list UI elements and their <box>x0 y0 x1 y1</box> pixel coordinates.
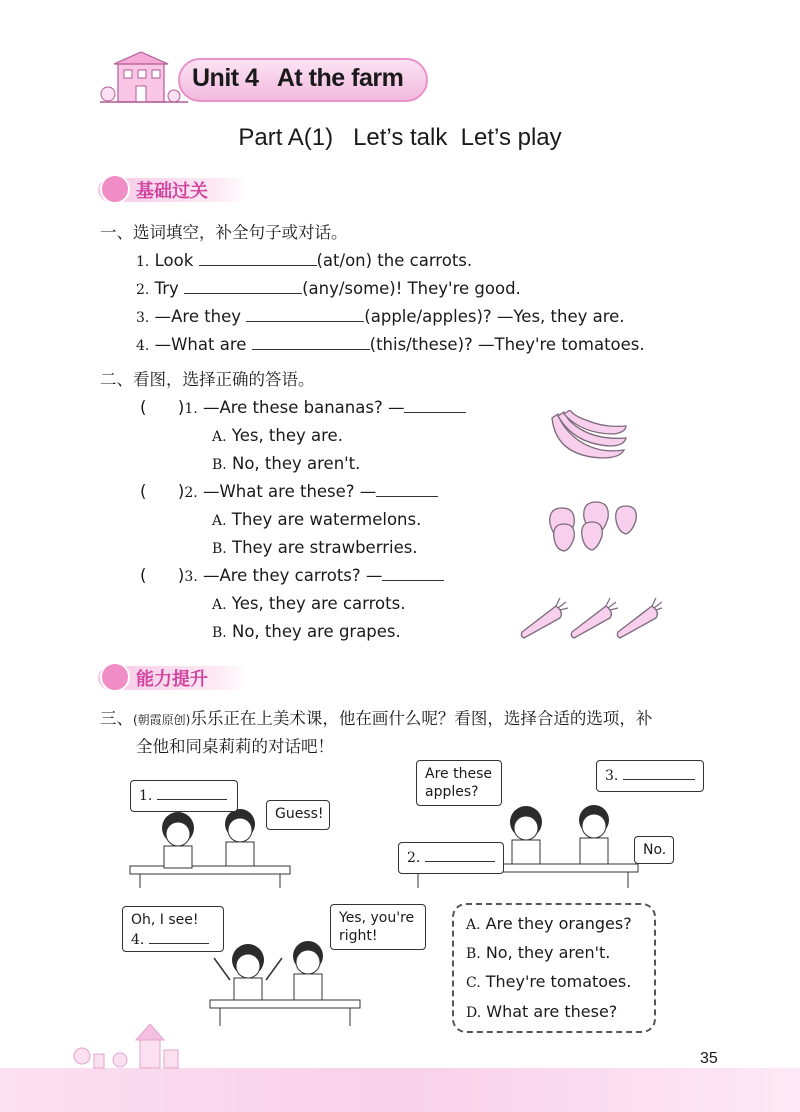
section-basic-label: 基础过关 <box>136 181 208 202</box>
option-b: B. No, they aren't. <box>466 943 611 962</box>
option-d: D. What are these? <box>466 1002 618 1021</box>
school-building-icon <box>100 50 190 108</box>
q1-item-3: 3. —Are they (apple/apples)? —Yes, they are. <box>136 307 625 326</box>
section-ability-label: 能力提升 <box>136 669 208 690</box>
q2-item-1-option-b: B. No, they aren't. <box>212 454 361 473</box>
carrots-icon <box>518 596 662 642</box>
bubble-yes-right: Yes, you're right! <box>330 904 426 950</box>
answer-blank[interactable] <box>199 249 317 266</box>
q2-item-1-question: ( )1. —Are these bananas? — <box>140 397 466 420</box>
q1-heading: 一、选词填空，补全句子或对话。 <box>100 223 348 242</box>
answer-blank[interactable] <box>425 847 495 862</box>
kid-face-icon <box>100 662 130 692</box>
answer-paren[interactable]: ( ) <box>140 398 185 417</box>
answer-blank[interactable] <box>623 765 695 780</box>
strawberries-icon <box>540 496 640 552</box>
bubble-1: 1. <box>130 780 238 812</box>
q3-line1: 三、(朝霞原创)乐乐正在上美术课，他在画什么呢？看图，选择合适的选项，补 <box>100 709 653 728</box>
section-basic-header <box>98 174 258 204</box>
q2-item-2-option-b: B. They are strawberries. <box>212 538 418 557</box>
q2-item-3-question: ( )3. —Are they carrots? — <box>140 565 444 588</box>
q2-item-2-question: ( )2. —What are these? — <box>140 481 438 504</box>
answer-blank <box>382 566 444 581</box>
q2-item-2-option-a: A. They are watermelons. <box>212 510 422 529</box>
bananas-icon <box>548 410 628 466</box>
bubble-2: 2. <box>398 842 504 874</box>
bubble-oh-i-see: Oh, I see! 4. <box>122 906 224 952</box>
answer-blank <box>404 398 466 413</box>
answer-blank[interactable] <box>149 929 209 944</box>
option-a: A. Are they oranges? <box>466 914 632 933</box>
q2-item-3-option-b: B. No, they are grapes. <box>212 622 401 641</box>
answer-blank[interactable] <box>184 277 302 294</box>
part-title: Part A(1) Let’s talk Let’s play <box>238 124 562 151</box>
answer-paren[interactable]: ( ) <box>140 482 185 501</box>
kid-face-icon <box>100 174 130 204</box>
q3-line2: 全他和同桌莉莉的对话吧！ <box>136 737 334 756</box>
q2-item-3-option-a: A. Yes, they are carrots. <box>212 594 406 613</box>
bubble-are-these-apples: Are these apples? <box>416 760 502 806</box>
footer-band <box>0 1068 800 1112</box>
answer-paren[interactable]: ( ) <box>140 566 185 585</box>
page-number: 35 <box>700 1050 718 1067</box>
answer-blank[interactable] <box>157 785 227 800</box>
q1-item-2: 2. Try (any/some)! They're good. <box>136 279 521 298</box>
q1-item-4: 4. —What are (this/these)? —They're tomatoes. <box>136 335 645 354</box>
q2-item-1-option-a: A. Yes, they are. <box>212 426 343 445</box>
answer-blank <box>376 482 438 497</box>
castle-decoration-icon <box>70 1024 190 1072</box>
unit-title: Unit 4 At the farm <box>192 64 404 92</box>
bubble-no: No. <box>634 836 674 864</box>
answer-blank[interactable] <box>252 333 370 350</box>
section-ability-header <box>98 662 258 692</box>
q2-heading: 二、看图，选择正确的答语。 <box>100 370 315 389</box>
bubble-3: 3. <box>596 760 704 792</box>
option-c: C. They're tomatoes. <box>466 972 632 991</box>
bubble-guess: Guess! <box>266 800 330 830</box>
q1-item-1: 1. Look (at/on) the carrots. <box>136 251 473 270</box>
answer-blank[interactable] <box>246 305 364 322</box>
